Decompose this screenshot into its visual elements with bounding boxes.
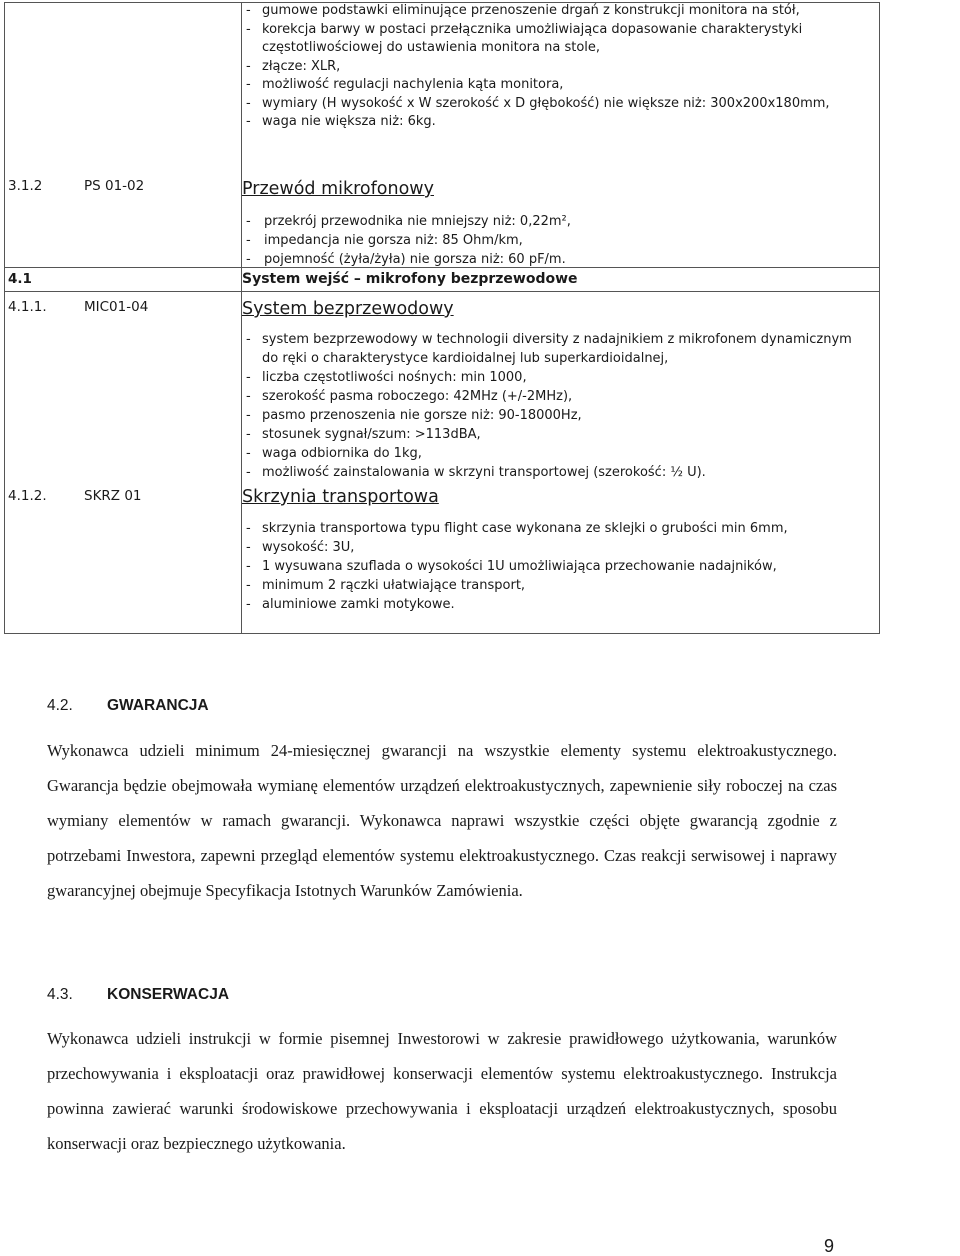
list-item: - liczba częstotliwości nośnych: min 1000,: [246, 370, 527, 385]
list-item: - szerokość pasma roboczego: 42MHz (+/-2MHz),: [246, 389, 573, 404]
row-heading: Skrzynia transportowa: [242, 487, 439, 507]
list-item: - gumowe podstawki eliminujące przenoszenie drgań z konstrukcji monitora na stół,: [246, 3, 800, 18]
list-item: - pojemność (żyła/żyła) nie gorsza niż: 60 pF/m.: [246, 252, 566, 267]
maintenance-paragraph: Wykonawca udzieli instrukcji w formie pisemnej Inwestorowi w zakresie prawidłowego użytkowania, warunków przechowywania i eksploatacji oraz prawidłowej konserwacji elementów systemu elektroakustycznego. Instrukcja powinna zawierać warunki środowiskowe przechowywania i eksploatacji urządzeń elektroakustycznych, sposobu konserwacji oraz bezpiecznego użytkowania.: [47, 1029, 837, 1153]
list-item: - impedancja nie gorsza niż: 85 Ohm/km,: [246, 233, 523, 248]
section-title: KONSERWACJA: [107, 986, 230, 1003]
row-code: MIC01-04: [84, 299, 149, 315]
case-spec-list: [246, 519, 872, 614]
monitor-spec-list: [246, 2, 866, 132]
list-item: - 1 wysuwana szuflada o wysokości 1U umożliwiająca przechowanie nadajników,: [246, 559, 777, 574]
section-number: 4.3.: [47, 986, 73, 1003]
list-item: - możliwość regulacji nachylenia kąta monitora,: [246, 77, 564, 92]
list-item: - waga nie większa niż: 6kg.: [246, 114, 436, 129]
warranty-paragraph: Wykonawca udzieli minimum 24-miesięcznej gwarancji na wszystkie elementy systemu elektroakustycznego. Gwarancja będzie obejmowała wymianę elementów urządzeń elektroakustycznych, zapewnienie siły roboczej na czas wymiany elementów w ramach gwarancji. Wykonawca naprawi wszystkie części objęte gwarancją zgodnie z potrzebami Inwestora, zapewni przegląd elementów systemu elektroakustycznego. Czas reakcji serwisowej i naprawy gwarancyjnej obejmuje Specyfikacja Istotnych Warunków Zamówienia.: [47, 741, 837, 900]
section-heading-maintenance: [47, 986, 229, 1004]
page-number: 9: [824, 1236, 835, 1256]
list-item: - pasmo przenoszenia nie gorsze niż: 90-18000Hz,: [246, 408, 582, 423]
list-item: - aluminiowe zamki motykowe.: [246, 597, 455, 612]
list-item: - złącze: XLR,: [246, 58, 341, 74]
row-number: 4.1: [8, 271, 32, 287]
list-item: - możliwość zainstalowania w skrzyni transportowej (szerokość: ½ U).: [246, 465, 706, 480]
list-item: - system bezprzewodowy w technologii diversity z nadajnikiem z mikrofonem dynamicznym do ręki o charakterystyce kardioidalnej lub superkardioidalnej,: [246, 332, 852, 366]
section-heading-warranty: [47, 697, 209, 715]
row-code: PS 01-02: [84, 178, 145, 194]
section-number: 4.2.: [47, 697, 73, 714]
list-item: - minimum 2 rączki ułatwiające transport,: [246, 578, 526, 593]
list-item: - skrzynia transportowa typu flight case wykonana ze sklejki o grubości min 6mm,: [246, 521, 788, 536]
row-heading: Przewód mikrofonowy: [242, 179, 434, 199]
wireless-spec-list: [246, 330, 870, 482]
cable-spec-list: [246, 212, 866, 269]
row-heading: System bezprzewodowy: [242, 299, 454, 319]
section-title: GWARANCJA: [107, 697, 209, 714]
list-item: - korekcja barwy w postaci przełącznika umożliwiająca dopasowanie charakterystyki częstotliwościowej do ustawienia monitora na stole,: [246, 21, 803, 55]
list-item: - wymiary (H wysokość x W szerokość x D głębokość) nie większe niż: 300x200x180mm,: [246, 95, 830, 111]
row-heading: System wejść – mikrofony bezprzewodowe: [242, 271, 578, 287]
list-item: - stosunek sygnał/szum: >113dBA,: [246, 427, 481, 442]
list-item: - waga odbiornika do 1kg,: [246, 446, 422, 461]
row-number: 4.1.2.: [8, 488, 47, 504]
row-code: SKRZ 01: [84, 488, 142, 504]
list-item: - przekrój przewodnika nie mniejszy niż: 0,22m²,: [246, 214, 571, 229]
row-number: 4.1.1.: [8, 299, 47, 315]
row-divider: [5, 291, 879, 292]
list-item: - wysokość: 3U,: [246, 540, 355, 555]
row-number: 3.1.2: [8, 178, 43, 194]
